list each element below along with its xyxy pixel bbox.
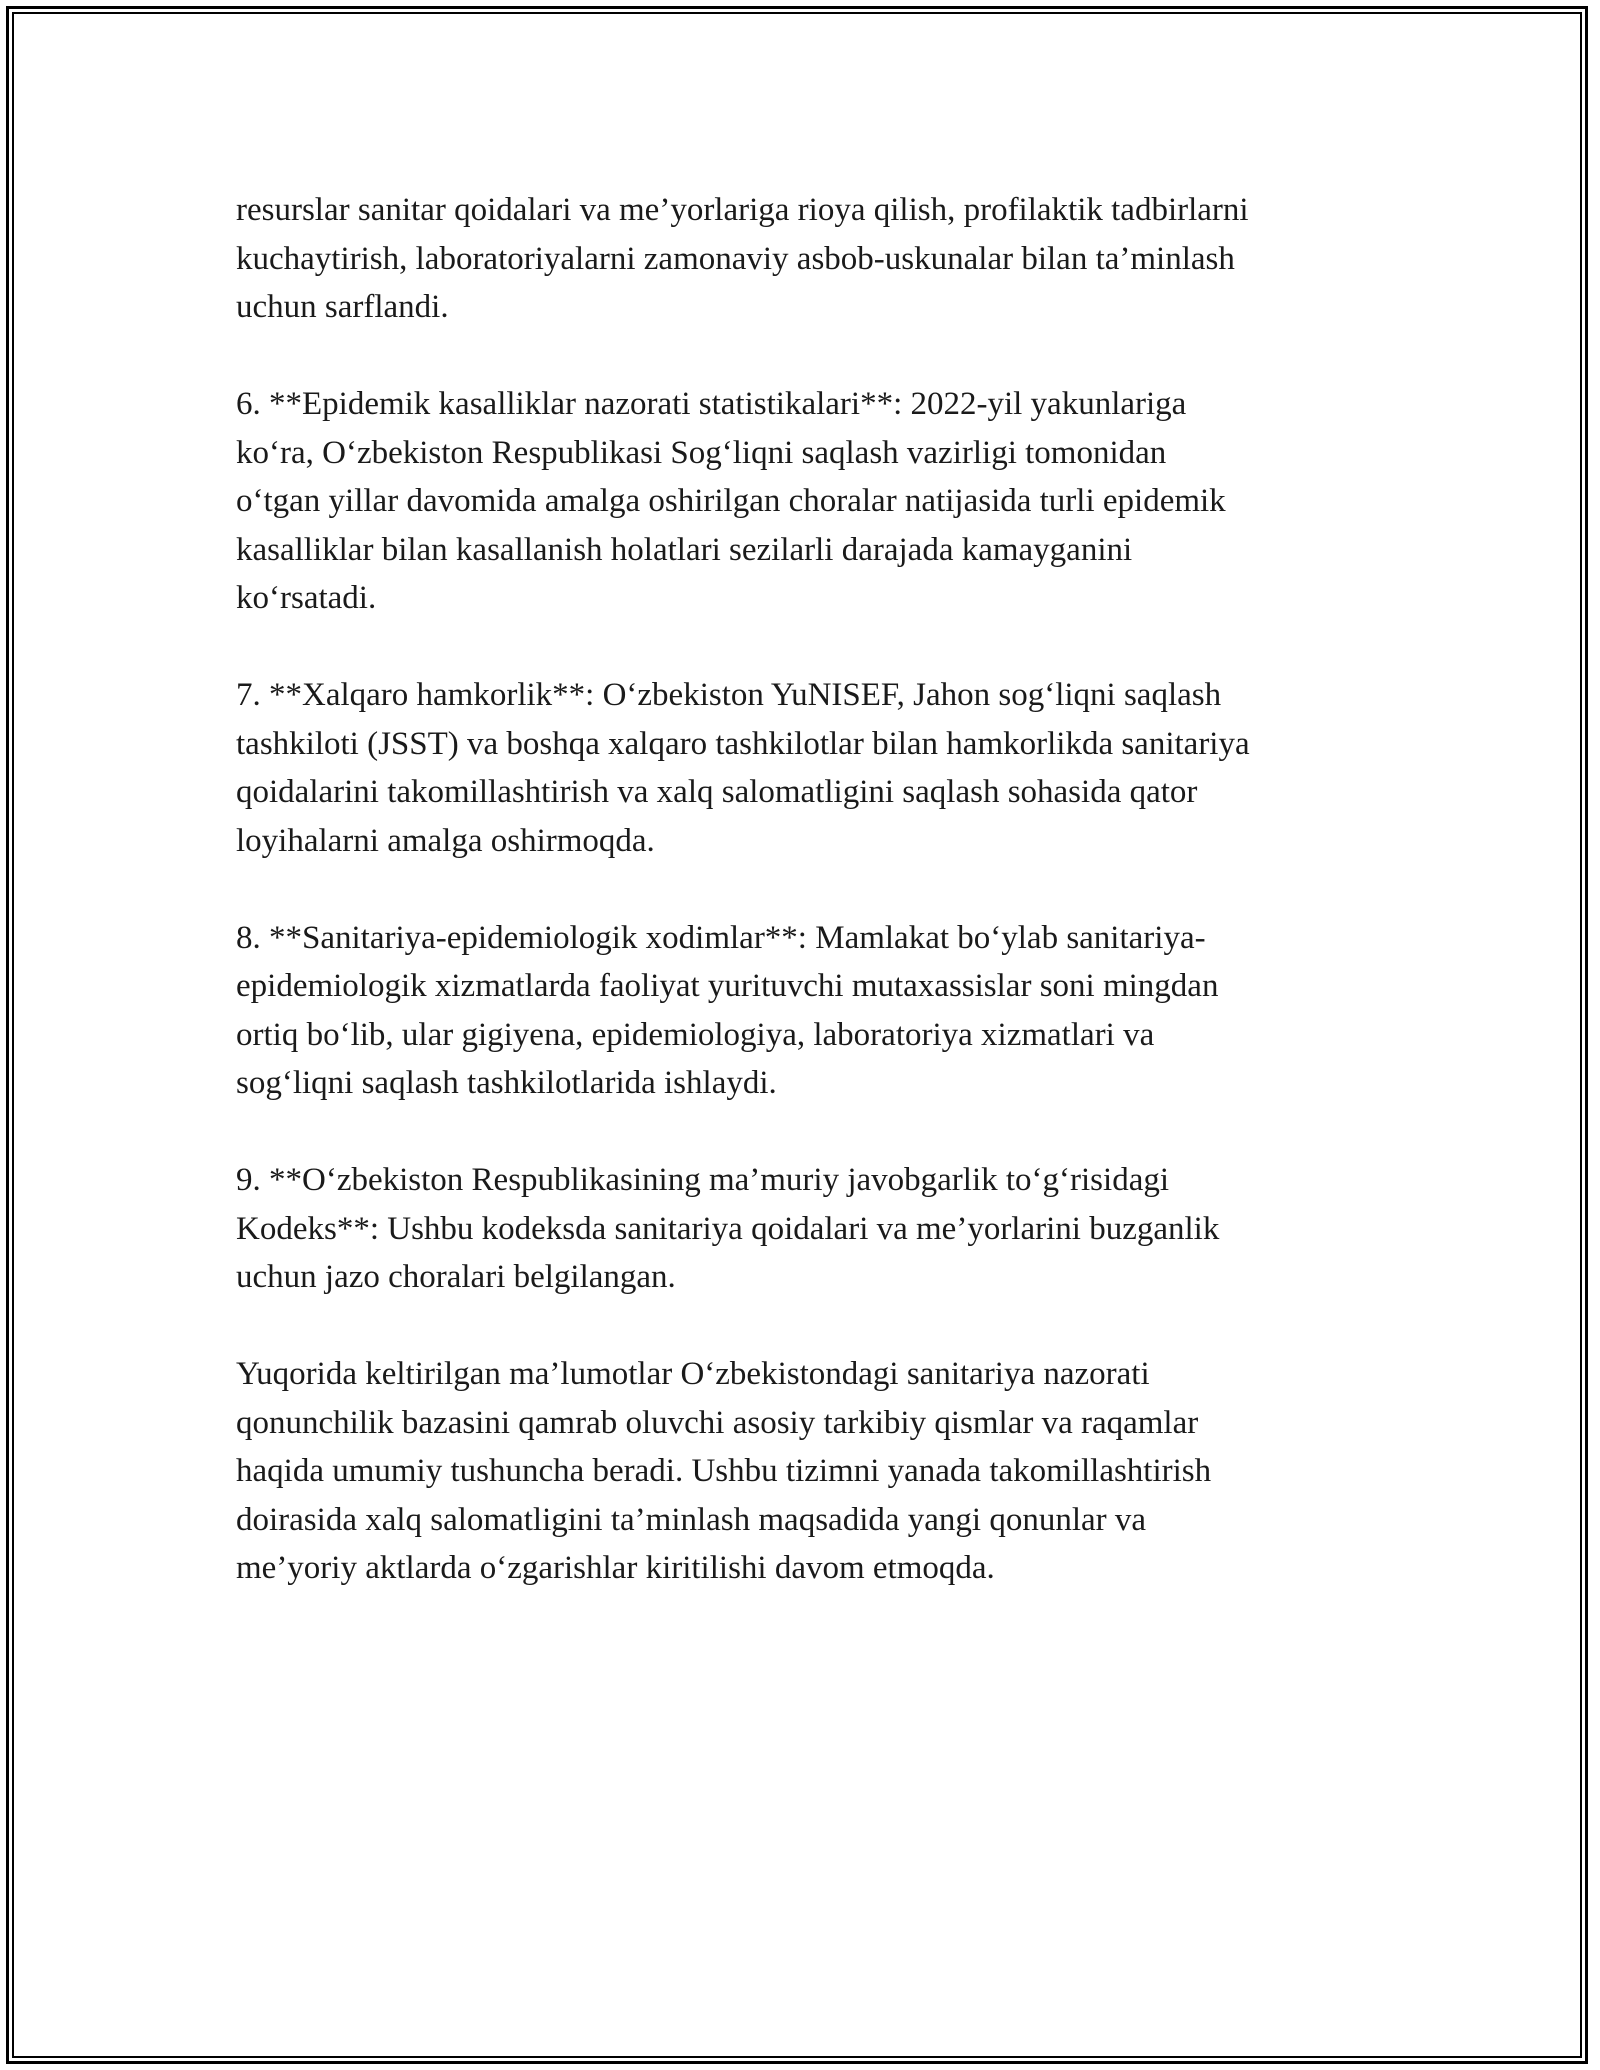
paragraph-item-9: 9. **O‘zbekiston Respublikasining ma’muriy javobgarlik to‘g‘risidagi Kodeks**: Ushbu kodeksda sanitariya qoidalari va me’yorlarini buzganlik uchun jazo choralari belgilangan.	[236, 1162, 1220, 1295]
paragraph-item-6: 6. **Epidemik kasalliklar nazorati statistikalari**: 2022-yil yakunlariga ko‘ra, O‘zbekiston Respublikasi Sog‘liqni saqlash vazirligi tomonidan o‘tgan yillar davomida amalga oshirilgan choralar natijasida turli epidemik kasalliklar bilan kasallanish holatlari sezilarli darajada kamayganini ko‘rsatadi.	[236, 386, 1226, 616]
document-body	[236, 186, 1386, 1641]
paragraph-intro-continuation: resurslar sanitar qoidalari va me’yorlariga rioya qilish, profilaktik tadbirlarni kuchaytirish, laboratoriyalarni zamonaviy asbob-uskunalar bilan ta’minlash uchun sarflandi.	[236, 192, 1249, 325]
paragraph-conclusion: Yuqorida keltirilgan ma’lumotlar O‘zbekistondagi sanitariya nazorati qonunchilik bazasini qamrab oluvchi asosiy tarkibiy qismlar va raqamlar haqida umumiy tushuncha beradi. Ushbu tizimni yanada takomillashtirish doirasida xalq salomatligini ta’minlash maqsadida yangi qonunlar va me’yoriy aktlarda o‘zgarishlar kiritilishi davom etmoqda.	[236, 1356, 1212, 1586]
paragraph-item-8: 8. **Sanitariya-epidemiologik xodimlar**: Mamlakat bo‘ylab sanitariya- epidemiologik xizmatlarda faoliyat yurituvchi mutaxassislar soni mingdan ortiq bo‘lib, ular gigiyena, epidemiologiya, laboratoriya xizmatlari va sog‘liqni saqlash tashkilotlarida ishlaydi.	[236, 919, 1219, 1101]
paragraph-item-7: 7. **Xalqaro hamkorlik**: O‘zbekiston YuNISEF, Jahon sog‘liqni saqlash tashkiloti (JSST) va boshqa xalqaro tashkilotlar bilan hamkorlikda sanitariya qoidalarini takomillashtirish va xalq salomatligini saqlash sohasida qator loyihalarni amalga oshirmoqda.	[236, 677, 1250, 859]
